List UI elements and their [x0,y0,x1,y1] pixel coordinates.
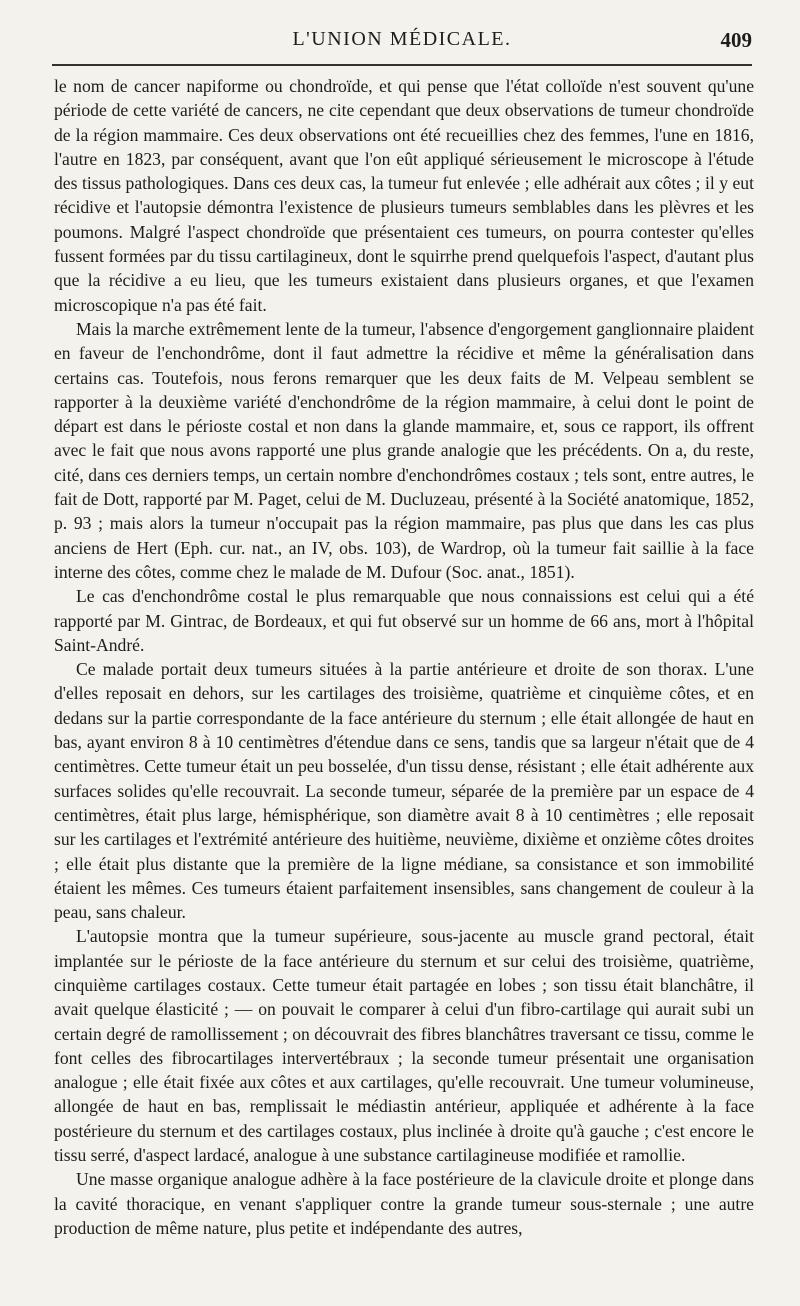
paragraph: le nom de cancer napiforme ou chondroïde, et qui pense que l'état colloïde n'est souvent qu'une période de cette variété de cancers, ne cite cependant que deux observations de tumeur chondroïde de la région mammaire. Ces deux observations ont été recueillies chez des femmes, l'une en 1816, l'autre en 1823, par conséquent, avant que l'on eût appliqué sérieusement le microscope à l'étude des tissus pathologiques. Dans ces deux cas, la tumeur fut enlevée ; elle adhérait aux côtes ; il y eut récidive et l'autopsie démontra l'existence de plusieurs tumeurs semblables dans les plèvres et les poumons. Malgré l'aspect chondroïde que présentaient ces tumeurs, on pourra contester qu'elles fussent formées par du tissu cartilagineux, dont le squirrhe prend quelquefois l'aspect, d'autant plus que la récidive a eu lieu, que les tumeurs existaient dans plusieurs organes, et que l'examen microscopique n'a pas été fait. [54,76,754,315]
journal-title: L'UNION MÉDICALE. [292,28,512,50]
paragraph: L'autopsie montra que la tumeur supérieure, sous-jacente au muscle grand pectoral, était implantée sur le périoste de la face antérieure du sternum et sur celui des troisième, quatrième, cinquième cartilages costaux. Cette tumeur était partagée en lobes ; son tissu était blanchâtre, il avait quelque élasticité ; — on pouvait le comparer à celui d'un fibro-cartilage qui aurait subi un certain degré de ramollissement ; on découvrait des fibres blanchâtres traversant ce tissu, comme le font celles des fibrocartilages intervertébraux ; la seconde tumeur présentait une organisation analogue ; elle était fixée aux côtes et aux cartilages, qu'elle recouvrait. Une tumeur volumineuse, allongée de haut en bas, remplissait le médiastin antérieur, appliquée et adhérente à la face postérieure du sternum et des cartilages costaux, plus inclinée à droite qu'à gauche ; c'est encore le tissu serré, d'aspect lardacé, analogue à une substance cartilagineuse modifiée et ramollie. [54,926,754,1166]
paragraph: Une masse organique analogue adhère à la face postérieure de la clavicule droite et plonge dans la cavité thoracique, en venant s'appliquer contre la grande tumeur sous-sternale ; une autre production de même nature, plus petite et indépendante des autres, [54,1169,754,1238]
paragraph: Ce malade portait deux tumeurs situées à la partie antérieure et droite de son thorax. L'une d'elles reposait en dehors, sur les cartilages des troisième, quatrième et cinquième côtes, et en dedans sur la partie correspondante de la face antérieure du sternum ; elle était allongée de haut en bas, ayant environ 8 à 10 centimètres d'étendue dans ce sens, tandis que sa largeur n'était que de 4 centimètres. Cette tumeur était un peu bosselée, d'un tissu dense, résistant ; elle était adhérente aux surfaces solides qu'elle recouvrait. La seconde tumeur, séparée de la première par un espace de 4 centimètres, était plus large, hémisphérique, son diamètre avait 8 à 10 centimètres ; elle reposait sur les cartilages et l'extrémité antérieure des huitième, neuvième, dixième et onzième côtes droites ; elle était plus distante que la première de la ligne médiane, sa consistance et son immobilité étaient les mêmes. Ces tumeurs étaient parfaitement insensibles, sans changement de couleur à la peau, sans chaleur. [54,659,754,923]
paragraph: Mais la marche extrêmement lente de la tumeur, l'absence d'engorgement ganglionnaire plaident en faveur de l'enchondrôme, dont il faut admettre la récidive et même la généralisation dans certains cas. Toutefois, nous ferons remarquer que les deux faits de M. Velpeau semblent se rapporter à la deuxième variété d'enchondrôme de la région mammaire, à celui dont le point de départ est dans le périoste costal et non dans la glande mammaire, et, sous ce rapport, ils offrent avec le fait que nous avons rapporté une plus grande analogie que les précédents. On a, du reste, cité, dans ces derniers temps, un certain nombre d'enchondrômes costaux ; tels sont, entre autres, le fait de Dott, rapporté par M. Paget, celui de M. Ducluzeau, présenté à la Société anatomique, 1852, p. 93 ; mais alors la tumeur n'occupait pas la région mammaire, pas plus que dans les cas plus anciens de Hert (Eph. cur. nat., an IV, obs. 103), de Wardrop, où la tumeur fait saillie à la face interne des côtes, comme chez le malade de M. Dufour (Soc. anat., 1851). [54,318,754,582]
running-head [52,28,752,56]
body-text [54,74,754,1240]
paragraph: Le cas d'enchondrôme costal le plus remarquable que nous connaissions est celui qui a été rapporté par M. Gintrac, de Bordeaux, et qui fut observé sur un homme de 66 ans, mort à l'hôpital Saint-André. [54,586,754,655]
header-rule [52,64,752,66]
page-number: 409 [720,28,752,52]
